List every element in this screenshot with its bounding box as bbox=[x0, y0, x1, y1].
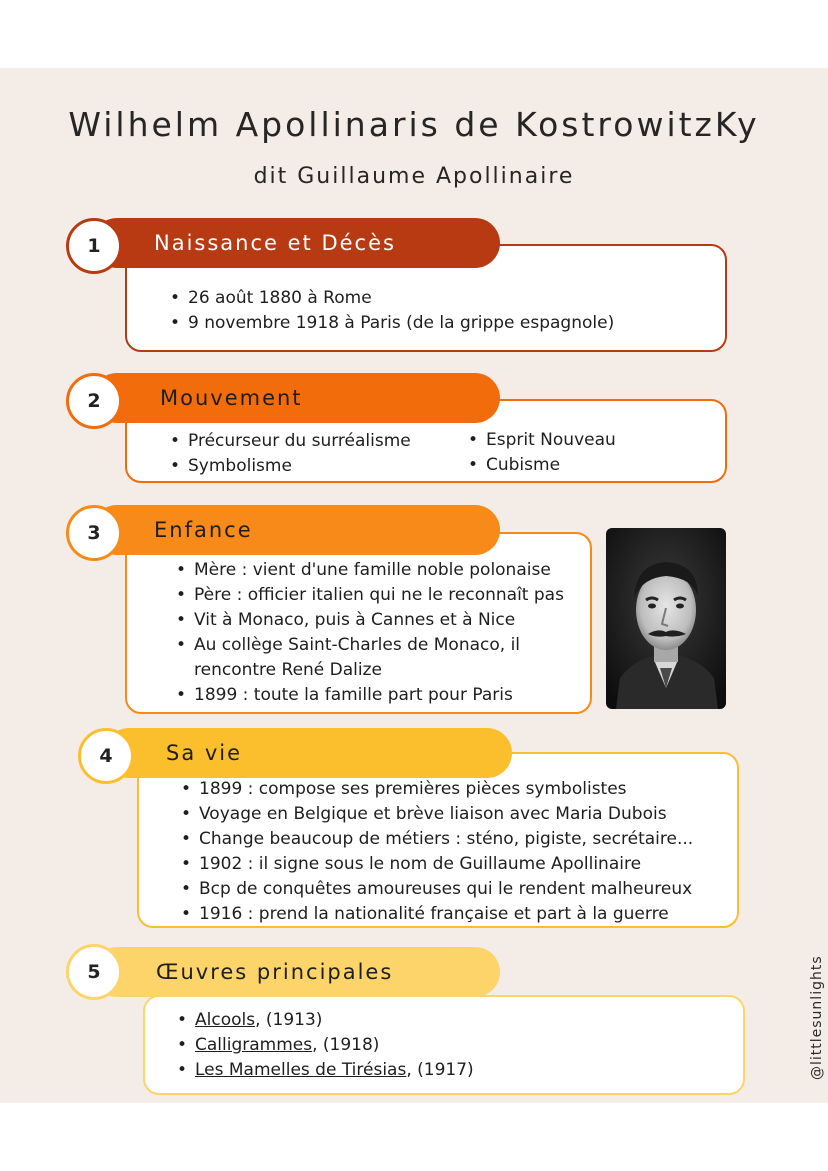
section-2-list-left bbox=[168, 429, 411, 479]
section-2-header bbox=[92, 373, 500, 423]
list-item: • Voyage en Belgique et brève liaison avec Maria Dubois bbox=[179, 802, 693, 827]
list-item: • 1916 : prend la nationalité française et part à la guerre bbox=[179, 902, 693, 927]
section-3-title: Enfance bbox=[154, 518, 253, 542]
section-3-number: 3 bbox=[66, 505, 122, 561]
work-item bbox=[175, 1008, 474, 1033]
portrait-illustration bbox=[606, 528, 726, 709]
section-2-list-right bbox=[466, 428, 616, 478]
work-item bbox=[175, 1033, 474, 1058]
work-year: , (1917) bbox=[406, 1060, 474, 1080]
list-item: • Précurseur du surréalisme bbox=[168, 429, 411, 454]
list-item: • Cubisme bbox=[466, 453, 616, 478]
list-item: • Vit à Monaco, puis à Cannes et à Nice bbox=[174, 608, 564, 633]
portrait-photo bbox=[606, 528, 726, 709]
section-4-list bbox=[179, 777, 693, 927]
work-title: Calligrammes bbox=[195, 1035, 313, 1055]
list-item: • Au collège Saint-Charles de Monaco, il bbox=[174, 633, 564, 658]
section-2-number: 2 bbox=[66, 373, 122, 429]
list-item: • 9 novembre 1918 à Paris (de la grippe espagnole) bbox=[168, 311, 614, 336]
page-title: Wilhelm Apollinaris de KostrowitzKy bbox=[68, 105, 760, 144]
section-5-list bbox=[175, 1008, 474, 1083]
list-item: • Bcp de conquêtes amoureuses qui le rendent malheureux bbox=[179, 877, 693, 902]
work-year: , (1913) bbox=[255, 1010, 323, 1030]
work-item bbox=[175, 1058, 474, 1083]
section-3-header bbox=[92, 505, 500, 555]
list-item: • 26 août 1880 à Rome bbox=[168, 286, 614, 311]
work-year: , (1918) bbox=[312, 1035, 380, 1055]
section-4-title: Sa vie bbox=[166, 741, 243, 765]
list-item: • Symbolisme bbox=[168, 454, 411, 479]
watermark-handle: @littlesunlights bbox=[809, 955, 825, 1080]
section-1-number: 1 bbox=[66, 218, 122, 274]
section-2-title: Mouvement bbox=[160, 386, 303, 410]
section-1-header bbox=[92, 218, 500, 268]
section-5-title: Œuvres principales bbox=[156, 960, 394, 984]
section-5-header bbox=[92, 947, 500, 997]
list-item: • 1899 : compose ses premières pièces symbolistes bbox=[179, 777, 693, 802]
list-item-continued: rencontre René Dalize bbox=[194, 660, 382, 680]
list-item: • Père : officier italien qui ne le reconnaît pas bbox=[174, 583, 564, 608]
list-item: • Mère : vient d'une famille noble polonaise bbox=[174, 558, 564, 583]
section-1-title: Naissance et Décès bbox=[154, 231, 396, 255]
section-4-number: 4 bbox=[78, 728, 134, 784]
list-item: • Change beaucoup de métiers : sténo, pigiste, secrétaire... bbox=[179, 827, 693, 852]
work-title: Alcools bbox=[195, 1010, 256, 1030]
section-4-header bbox=[104, 728, 512, 778]
section-5-number: 5 bbox=[66, 944, 122, 1000]
list-item: • 1899 : toute la famille part pour Paris bbox=[174, 683, 564, 708]
list-item: • Esprit Nouveau bbox=[466, 428, 616, 453]
page-subtitle: dit Guillaume Apollinaire bbox=[253, 164, 575, 189]
list-item: • 1902 : il signe sous le nom de Guillaume Apollinaire bbox=[179, 852, 693, 877]
work-title: Les Mamelles de Tirésias bbox=[195, 1060, 407, 1080]
section-1-list bbox=[168, 286, 614, 336]
section-3-list bbox=[174, 558, 564, 708]
